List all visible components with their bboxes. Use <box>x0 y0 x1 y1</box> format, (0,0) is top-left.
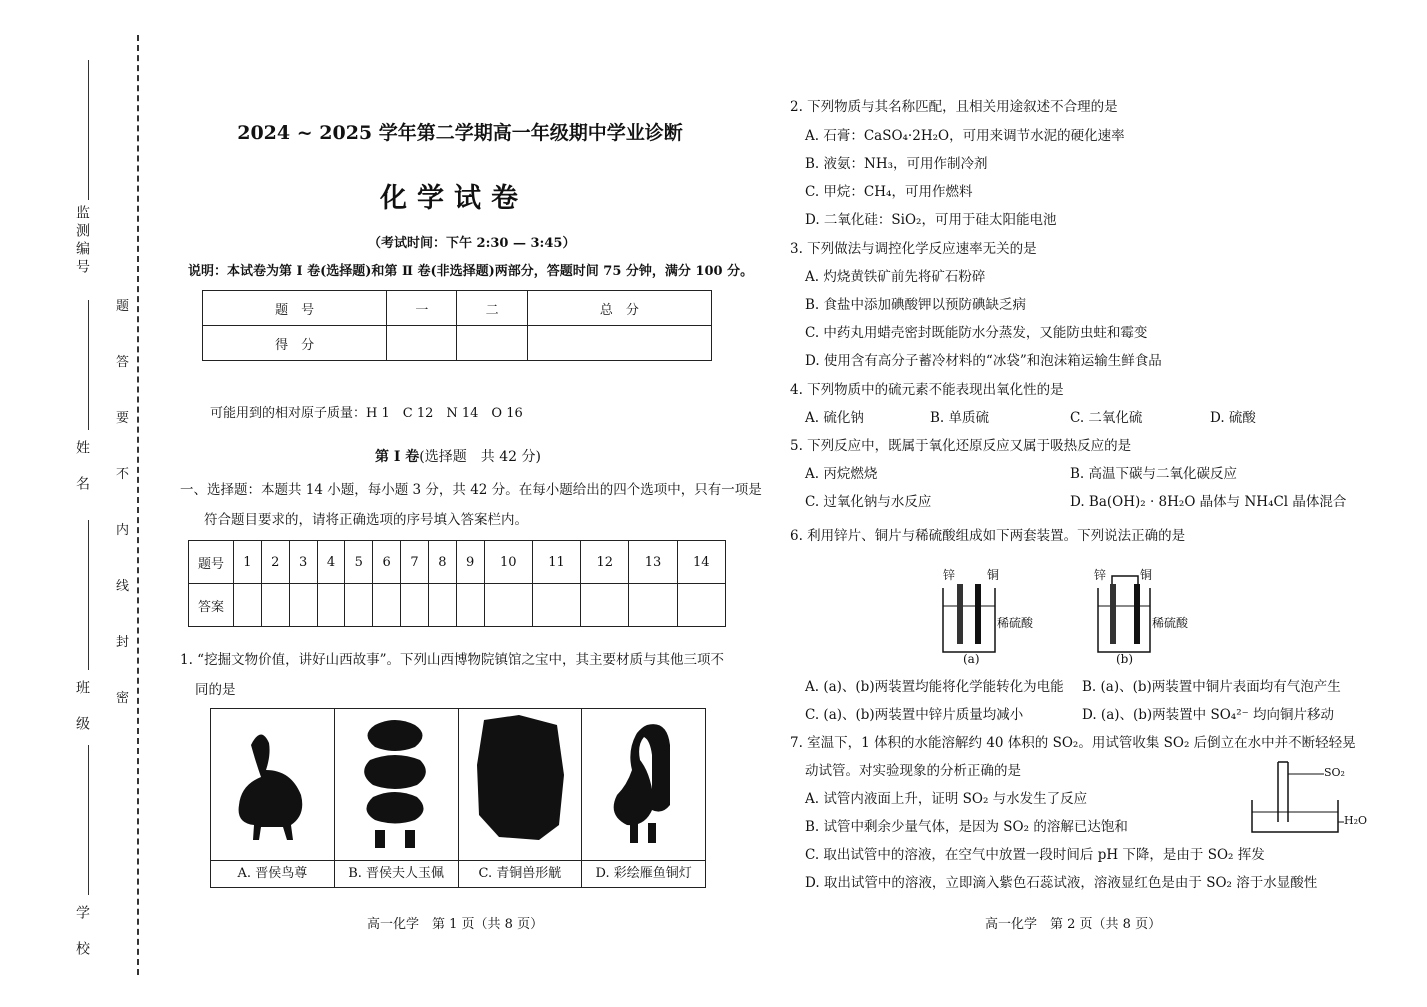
answer-number: 4 <box>317 541 345 584</box>
exam-subject: 化学试卷 <box>380 183 528 214</box>
q7-option-a: A. 试管内液面上升，证明 SO₂ 与水发生了反应 <box>805 791 1088 807</box>
score-header-cell: 二 <box>457 291 527 326</box>
h2o-label: H₂O <box>1344 814 1368 827</box>
score-header-cell: 一 <box>387 291 457 326</box>
answer-table <box>188 540 726 627</box>
q1-stem: 同的是 <box>195 682 236 698</box>
acid-label-b: 稀硫酸 <box>1152 616 1189 630</box>
q5-option-a: A. 丙烷燃烧 <box>805 466 878 482</box>
q3-stem: 3. 下列做法与调控化学反应速率无关的是 <box>790 241 1037 257</box>
q2-option-a: A. 石膏：CaSO₄·2H₂O，可用来调节水泥的硬化速率 <box>805 128 1125 144</box>
q4-option-b: B. 单质硫 <box>930 410 990 426</box>
answer-cell[interactable] <box>401 584 429 627</box>
beaker-b-icon <box>1094 574 1154 654</box>
answer-number: 7 <box>401 541 429 584</box>
seal-char: 要 <box>116 411 130 426</box>
q1-option-a <box>211 709 335 887</box>
jade-pendant-image <box>345 715 445 855</box>
q4-option-c: C. 二氧化硫 <box>1070 410 1143 426</box>
q3-option-a: A. 灼烧黄铁矿前先将矿石粉碎 <box>805 269 986 285</box>
score-cell[interactable] <box>527 326 711 361</box>
section-title-sub: (选择题 共 42 分) <box>419 449 541 465</box>
q3-option-b: B. 食盐中添加碘酸钾以预防碘缺乏病 <box>805 297 1027 313</box>
class-field[interactable] <box>88 520 89 670</box>
seal-notice <box>116 295 129 743</box>
seal-char: 线 <box>116 579 130 594</box>
answer-number: 5 <box>345 541 373 584</box>
monitor-no-label: 监测编号 <box>74 205 90 277</box>
answer-row-label: 答案 <box>189 584 234 627</box>
footer-right: 高一化学 第 2 页（共 8 页） <box>985 917 1162 932</box>
answer-number: 14 <box>677 541 725 584</box>
answer-cell[interactable] <box>484 584 532 627</box>
answer-cell[interactable] <box>581 584 629 627</box>
q7-option-b: B. 试管中剩余少量气体，是因为 SO₂ 的溶解已达饱和 <box>805 819 1128 835</box>
answer-number: 12 <box>581 541 629 584</box>
score-cell[interactable] <box>457 326 527 361</box>
score-cell[interactable] <box>387 326 457 361</box>
answer-cell[interactable] <box>456 584 484 627</box>
score-header-cell: 总 分 <box>527 291 711 326</box>
zinc-label-a: 锌 <box>943 568 956 582</box>
answer-number: 10 <box>484 541 532 584</box>
exam-title: 2024 ~ 2025 学年第二学期高一年级期中学业诊断 <box>237 122 683 144</box>
answer-number: 2 <box>261 541 289 584</box>
school-label: 学 校 <box>74 905 90 959</box>
binding-line <box>137 35 139 975</box>
q4-stem: 4. 下列物质中的硫元素不能表现出氧化性的是 <box>790 382 1064 398</box>
q6-option-d: D. (a)、(b)两装置中 SO₄²⁻ 均向铜片移动 <box>1082 707 1335 723</box>
copper-label-b: 铜 <box>1140 568 1153 582</box>
q6-option-a: A. (a)、(b)两装置均能将化学能转化为电能 <box>805 679 1064 695</box>
score-header-cell: 题 号 <box>203 291 387 326</box>
q6-option-b: B. (a)、(b)两装置中铜片表面均有气泡产生 <box>1082 679 1341 695</box>
answer-table-answer-row <box>189 584 726 627</box>
q1-option-c-caption: C. 青铜兽形觥 <box>459 860 582 887</box>
bronze-gong-image <box>469 715 569 855</box>
q7-option-c: C. 取出试管中的溶液，在空气中放置一段时间后 pH 下降，是由于 SO₂ 挥发 <box>805 847 1265 863</box>
q3-option-d: D. 使用含有高分子蓄冷材料的“冰袋”和泡沫箱运输生鲜食品 <box>805 353 1162 369</box>
answer-number: 13 <box>629 541 677 584</box>
seal-char: 密 <box>116 691 130 706</box>
q6-apparatus-a <box>935 566 1045 666</box>
q6-stem: 6. 利用锌片、铜片与稀硫酸组成如下两套装置。下列说法正确的是 <box>790 528 1186 544</box>
seal-char: 不 <box>116 467 130 482</box>
answer-table-header-row <box>189 541 726 584</box>
q1-option-d <box>582 709 705 887</box>
answer-cell[interactable] <box>677 584 725 627</box>
q5-stem: 5. 下列反应中，既属于氧化还原反应又属于吸热反应的是 <box>790 438 1132 454</box>
q7-option-d: D. 取出试管中的溶液，立即滴入紫色石蕊试液，溶液显红色是由于 SO₂ 溶于水显酸性 <box>805 875 1318 891</box>
q5-option-b: B. 高温下碳与二氧化碳反应 <box>1070 466 1238 482</box>
q1-option-a-caption: A. 晋侯鸟尊 <box>211 860 334 887</box>
name-label: 姓 名 <box>74 440 90 494</box>
q1-option-d-caption: D. 彩绘雁鱼铜灯 <box>582 860 705 887</box>
q2-stem: 2. 下列物质与其名称匹配，且相关用途叙述不合理的是 <box>790 99 1118 115</box>
q7-stem: 动试管。对实验现象的分析正确的是 <box>805 763 1021 779</box>
answer-cell[interactable] <box>428 584 456 627</box>
q7-stem: 7. 室温下，1 体积的水能溶解约 40 体积的 SO₂。用试管收集 SO₂ 后倒立在水中并不断轻轻晃 <box>790 735 1356 751</box>
answer-cell[interactable] <box>629 584 677 627</box>
q1-option-b-caption: B. 晋侯夫人玉佩 <box>335 860 458 887</box>
q2-option-b: B. 液氨：NH₃，可用作制冷剂 <box>805 156 988 172</box>
q1-stem: 1. “挖掘文物价值，讲好山西故事”。下列山西博物院镇馆之宝中，其主要材质与其他三项不 <box>180 652 724 668</box>
q3-option-c: C. 中药丸用蜡壳密封既能防水分蒸发，又能防虫蛀和霉变 <box>805 325 1148 341</box>
answer-number: 8 <box>428 541 456 584</box>
answer-header-label: 题号 <box>189 541 234 584</box>
label-b: (b) <box>1116 652 1134 666</box>
q6-apparatus-b <box>1090 566 1200 666</box>
q1-option-b <box>335 709 459 887</box>
beaker-a-icon <box>939 578 999 658</box>
monitor-no-field[interactable] <box>88 60 89 200</box>
name-field[interactable] <box>88 300 89 430</box>
section-instruction: 一、选择题：本题共 14 小题，每小题 3 分，共 42 分。在每小题给出的四个选项中，只有一项是 <box>180 482 762 498</box>
q2-option-d: D. 二氧化硅：SiO₂，可用于硅太阳能电池 <box>805 212 1057 228</box>
answer-cell[interactable] <box>345 584 373 627</box>
goose-fish-lamp-image <box>592 715 692 855</box>
answer-cell[interactable] <box>261 584 289 627</box>
seal-char: 答 <box>116 355 130 370</box>
seal-char: 题 <box>116 299 130 314</box>
answer-cell[interactable] <box>317 584 345 627</box>
bird-vessel-image <box>221 715 321 855</box>
answer-cell[interactable] <box>532 584 580 627</box>
q4-option-a: A. 硫化钠 <box>805 410 864 426</box>
score-table <box>202 290 712 361</box>
section-instruction: 符合题目要求的，请将正确选项的序号填入答案栏内。 <box>204 512 528 528</box>
section-title <box>375 446 541 466</box>
answer-cell[interactable] <box>234 584 262 627</box>
answer-number: 9 <box>456 541 484 584</box>
class-label: 班 级 <box>74 680 90 734</box>
answer-number: 1 <box>234 541 262 584</box>
zinc-label-b: 锌 <box>1094 568 1107 582</box>
so2-label: SO₂ <box>1324 766 1345 779</box>
exam-note: 说明：本试卷为第 Ⅰ 卷(选择题)和第 Ⅱ 卷(非选择题)两部分，答题时间 75 分钟，满分 100 分。 <box>188 264 754 279</box>
section-title-main: 第 Ⅰ 卷 <box>375 449 420 465</box>
footer-left: 高一化学 第 1 页（共 8 页） <box>367 917 544 932</box>
answer-cell[interactable] <box>373 584 401 627</box>
atomic-masses: 可能用到的相对原子质量：H 1 C 12 N 14 O 16 <box>210 406 523 421</box>
q5-option-c: C. 过氧化钠与水反应 <box>805 494 932 510</box>
exam-time: （考试时间：下午 2:30 — 3:45） <box>368 236 576 251</box>
q5-option-d: D. Ba(OH)₂ · 8H₂O 晶体与 NH₄Cl 晶体混合 <box>1070 494 1347 510</box>
score-row-label: 得 分 <box>203 326 387 361</box>
q1-image-grid <box>210 708 706 888</box>
answer-number: 11 <box>532 541 580 584</box>
copper-label-a: 铜 <box>987 568 1000 582</box>
q4-option-d: D. 硫酸 <box>1210 410 1256 426</box>
school-field[interactable] <box>88 745 89 895</box>
seal-char: 封 <box>116 635 130 650</box>
q7-apparatus <box>1248 760 1373 835</box>
q2-option-c: C. 甲烷：CH₄，可用作燃料 <box>805 184 973 200</box>
label-a: (a) <box>963 652 980 666</box>
answer-number: 3 <box>289 541 317 584</box>
acid-label-a: 稀硫酸 <box>997 616 1034 630</box>
answer-number: 6 <box>373 541 401 584</box>
q1-option-c <box>459 709 583 887</box>
seal-char: 内 <box>116 523 130 538</box>
answer-cell[interactable] <box>289 584 317 627</box>
q6-option-c: C. (a)、(b)两装置中锌片质量均减小 <box>805 707 1024 723</box>
